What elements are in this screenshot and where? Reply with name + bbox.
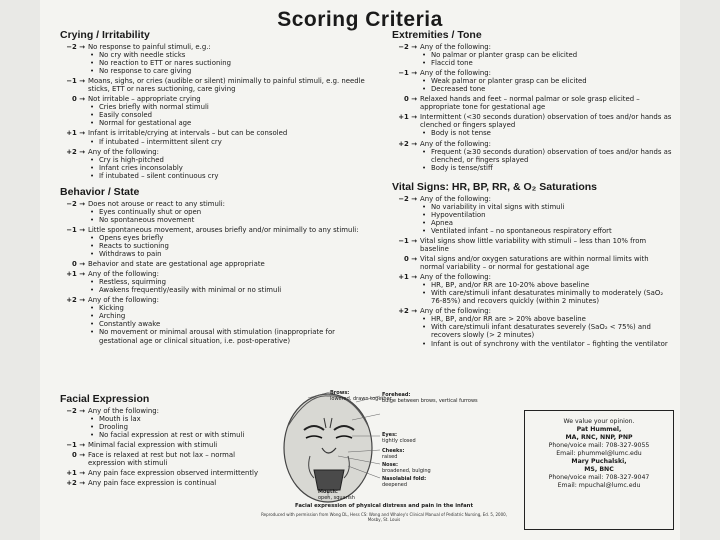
criteria-item: [60, 43, 368, 75]
criteria-subitem: • No movement or minimal arousal with stimulation (inappropriate for gestational age or clinical situation, i.e. post-operative): [88, 328, 368, 344]
criteria-item: [60, 479, 260, 487]
score-value: −1 →: [66, 225, 85, 234]
criteria-subitem: • No variability in vital signs with stimuli: [420, 203, 672, 211]
criteria-text: Not irritable – appropriate crying: [88, 95, 201, 104]
criteria-text: Face is relaxed at rest but not lax – normal expression with stimuli: [88, 451, 236, 468]
score-value: 0 →: [404, 255, 417, 264]
criteria-item: [392, 273, 672, 305]
criteria-text: Any of the following:: [420, 139, 491, 148]
criteria-item: [392, 255, 672, 271]
criteria-item: [392, 43, 672, 67]
contact-box: [524, 410, 674, 530]
criteria-subitem: • Infant is out of synchrony with the ventilator – fighting the ventilator: [420, 340, 672, 348]
criteria-item: [392, 140, 672, 172]
section-heading: Vital Signs: HR, BP, RR, & O₂ Saturations: [392, 180, 597, 193]
criteria-text: Any of the following:: [420, 69, 491, 78]
criteria-item: [60, 95, 368, 127]
contact-credentials: MA, RNC, NNP, PNP: [565, 434, 633, 441]
criteria-subitem: • HR, BP, and/or RR are 10-20% above baseline: [420, 281, 672, 289]
score-value: +2 →: [398, 307, 417, 316]
criteria-item: [60, 148, 368, 180]
criteria-text: Any of the following:: [420, 194, 491, 203]
label-forehead: Forehead: bulge between brows, vertical furrows: [382, 392, 478, 404]
left-column: [60, 28, 368, 347]
score-value: −2 →: [66, 199, 85, 208]
criteria-text: Behavior and state are gestational age appropriate: [88, 260, 265, 269]
criteria-text: Any of the following:: [88, 147, 159, 156]
page-title: Scoring Criteria: [277, 8, 443, 31]
document-sheet: [40, 0, 680, 540]
criteria-subitem: • Normal for gestational age: [88, 119, 368, 127]
contact-credentials: MS, BNC: [584, 466, 614, 473]
score-value: +1 →: [66, 469, 85, 478]
score-value: +1 →: [398, 273, 417, 282]
criteria-item: [392, 237, 672, 253]
criteria-text: Any pain face expression observed intermittently: [88, 469, 259, 478]
right-column: [392, 28, 672, 350]
score-value: +2 →: [66, 147, 85, 156]
score-value: −1 →: [398, 69, 417, 78]
criteria-item: [392, 69, 672, 93]
criteria-subitem: • Flaccid tone: [420, 59, 672, 67]
criteria-subitem: • Eyes continually shut or open: [88, 208, 368, 216]
criteria-item: [60, 441, 260, 449]
section-behavior: [60, 185, 368, 345]
criteria-text: Any of the following:: [420, 43, 491, 51]
score-value: −1 →: [398, 236, 417, 245]
label-cheeks: Cheeks: raised: [382, 448, 405, 460]
criteria-subitem: • Weak palmar or planter grasp can be elicited: [420, 77, 672, 85]
score-value: +1 →: [66, 270, 85, 279]
criteria-item: [60, 200, 368, 224]
section-crying: [60, 28, 368, 180]
criteria-text: Intermittent (<30 seconds duration) observation of toes and/or hands as clenched or fingers splayed: [420, 113, 672, 130]
contact-phone: Phone/voice mail: 708-327-9047: [548, 474, 650, 481]
criteria-subitem: • With care/stimuli infant desaturates severely (SaO₂ < 75%) and recovers slowly (> 2 minutes): [420, 323, 672, 339]
section-facial: [60, 392, 260, 489]
criteria-item: [392, 113, 672, 137]
criteria-item: [392, 307, 672, 347]
criteria-text: Little spontaneous movement, arouses briefly and/or minimally to any stimuli:: [88, 225, 359, 234]
contact-name: Pat Hummel,: [576, 426, 622, 433]
section-vitals: [392, 180, 672, 348]
section-heading: Crying / Irritability: [60, 29, 150, 41]
criteria-subitem: • Arching: [88, 312, 368, 320]
criteria-subitem: • Body is tense/stiff: [420, 164, 672, 172]
criteria-subitem: • Restless, squirming: [88, 278, 368, 286]
criteria-text: Vital signs show little variability with stimuli – less than 10% from baseline: [420, 236, 647, 253]
criteria-text: Relaxed hands and feet – normal palmar or sole grasp elicited – appropriate tone for gestational age: [420, 95, 640, 112]
criteria-text: Any of the following:: [420, 273, 491, 282]
criteria-text: Any of the following:: [88, 270, 159, 279]
section-extremities: [392, 28, 672, 172]
criteria-subitem: • Easily consoled: [88, 111, 368, 119]
criteria-subitem: • Cry is high-pitched: [88, 156, 368, 164]
criteria-text: Any of the following:: [88, 296, 159, 305]
criteria-subitem: • No facial expression at rest or with stimuli: [88, 431, 260, 439]
criteria-subitem: • Hypoventilation: [420, 211, 672, 219]
criteria-subitem: • If intubated – silent continuous cry: [88, 172, 368, 180]
criteria-subitem: • Mouth is lax: [88, 415, 260, 423]
criteria-subitem: • Opens eyes briefly: [88, 234, 368, 242]
contact-line: We value your opinion.: [563, 418, 635, 425]
criteria-text: Any of the following:: [88, 407, 159, 415]
label-nasolabial: Nasolabial fold: deepened: [382, 476, 427, 488]
contact-email[interactable]: Email: phummel@lumc.edu: [556, 450, 642, 457]
score-value: −2 →: [66, 43, 85, 51]
criteria-text: Infant is irritable/crying at intervals – but can be consoled: [88, 129, 288, 138]
criteria-subitem: • Kicking: [88, 304, 368, 312]
score-value: −2 →: [66, 407, 85, 415]
label-mouth: Mouth: open, squarish: [318, 489, 355, 501]
score-value: +1 →: [66, 129, 85, 138]
score-value: +2 →: [398, 139, 417, 148]
score-value: 0 →: [404, 95, 417, 104]
section-heading: Extremities / Tone: [392, 29, 482, 41]
criteria-subitem: • Reacts to suctioning: [88, 242, 368, 250]
score-value: 0 →: [72, 95, 85, 104]
score-value: 0 →: [72, 260, 85, 269]
criteria-subitem: • HR, BP, and/or RR are > 20% above baseline: [420, 315, 672, 323]
score-value: −1 →: [66, 441, 85, 450]
criteria-text: Minimal facial expression with stimuli: [88, 441, 218, 450]
criteria-subitem: • No cry with needle sticks: [88, 51, 368, 59]
figure-credit: Reproduced with permission from Wong DL, Hess CS: Wong and Whaley's Clinical Manual of Pediatric Nursing, Ed. 5, 2000, Mosby, St. Louis: [261, 512, 507, 522]
criteria-text: Any pain face expression is continual: [88, 479, 217, 488]
score-value: +1 →: [398, 113, 417, 122]
label-eyes: Eyes: tightly closed: [382, 432, 416, 444]
score-value: −1 →: [66, 77, 85, 86]
criteria-item: [60, 260, 368, 268]
score-value: +2 →: [66, 296, 85, 305]
criteria-subitem: • No response to care giving: [88, 67, 368, 75]
criteria-subitem: • Awakens frequently/easily with minimal or no stimuli: [88, 286, 368, 294]
criteria-subitem: • No spontaneous movement: [88, 216, 368, 224]
criteria-subitem: • Body is not tense: [420, 129, 672, 137]
figure-caption: Facial expression of physical distress and pain in the infant: [295, 503, 473, 509]
section-heading: Facial Expression: [60, 393, 150, 405]
criteria-subitem: • No palmar or planter grasp can be elicited: [420, 51, 672, 59]
score-value: −2 →: [398, 43, 417, 51]
criteria-item: [60, 226, 368, 258]
criteria-text: No response to painful stimuli, e.g.:: [88, 43, 211, 51]
criteria-subitem: • No reaction to ETT or nares suctioning: [88, 59, 368, 67]
criteria-subitem: • Ventilated infant – no spontaneous respiratory effort: [420, 227, 672, 235]
criteria-subitem: • Apnea: [420, 219, 672, 227]
criteria-subitem: • If intubated – intermittent silent cry: [88, 138, 368, 146]
criteria-subitem: • Frequent (≥30 seconds duration) observation of toes and/or hands as clenched, or fingers splayed: [420, 148, 672, 164]
criteria-text: Vital signs and/or oxygen saturations are within normal limits with normal variability – or normal for gestational age: [420, 255, 649, 272]
label-brows: Brows: lowered, drawn together: [330, 390, 392, 402]
criteria-item: [60, 129, 368, 145]
criteria-text: Any of the following:: [420, 307, 491, 316]
criteria-subitem: • Constantly awake: [88, 320, 368, 328]
criteria-item: [60, 469, 260, 477]
criteria-text: Does not arouse or react to any stimuli:: [88, 199, 225, 208]
contact-phone: Phone/voice mail: 708-327-9055: [548, 442, 650, 449]
score-value: +2 →: [66, 479, 85, 488]
criteria-item: [392, 95, 672, 111]
score-value: −2 →: [398, 194, 417, 203]
contact-name: Mary Puchalski,: [571, 458, 627, 465]
criteria-item: [60, 296, 368, 344]
score-value: 0 →: [72, 451, 85, 460]
label-nose: Nose: broadened, bulging: [382, 462, 431, 474]
criteria-subitem: • Decreased tone: [420, 85, 672, 93]
criteria-text: Moans, sighs, or cries (audible or silent) minimally to painful stimuli, e.g. needle sticks, ETT or nares suctioning, care giving: [88, 77, 365, 94]
section-heading: Behavior / State: [60, 185, 140, 198]
criteria-item: [60, 77, 368, 93]
criteria-subitem: • Infant cries inconsolably: [88, 164, 368, 172]
criteria-subitem: • Drooling: [88, 423, 260, 431]
criteria-subitem: • Withdraws to pain: [88, 250, 368, 258]
criteria-item: [60, 451, 260, 467]
criteria-subitem: • Cries briefly with normal stimuli: [88, 103, 368, 111]
criteria-item: [60, 407, 260, 439]
criteria-item: [392, 195, 672, 235]
criteria-item: [60, 270, 368, 294]
contact-email[interactable]: Email: mpuchal@lumc.edu: [557, 482, 641, 489]
criteria-subitem: • With care/stimuli infant desaturates minimally to moderately (SaO₂ 76-85%) and recovers quickly (within 2 minutes): [420, 289, 672, 305]
